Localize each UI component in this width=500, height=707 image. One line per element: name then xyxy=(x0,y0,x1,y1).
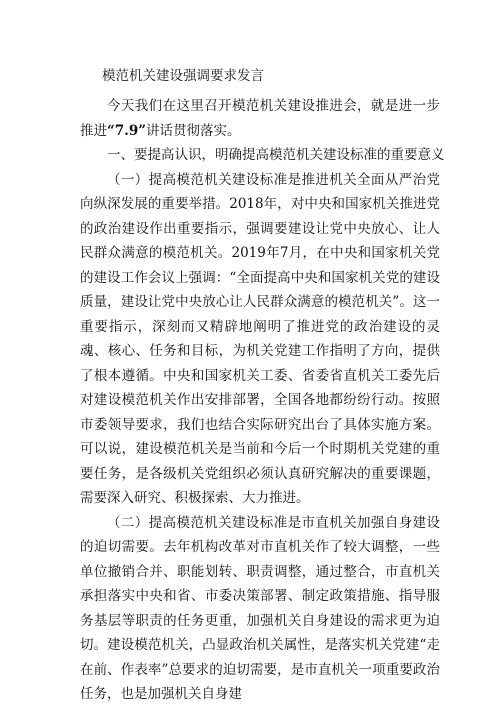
document-title: 模范机关建设强调要求发言 xyxy=(102,68,264,84)
intro-quote: “7.9” xyxy=(107,122,147,139)
section-1-heading: 一、要提高认识，明确提高模范机关建设标准的重要意义 xyxy=(107,147,445,163)
intro-paragraph xyxy=(80,94,440,143)
document-body xyxy=(80,64,445,707)
paragraph-2: （二）提高模范机关建设标准是市直机关加强自身建设的迫切需要。去年机构改革对市直机关作了较大调整，一些单位撤销合并、职能划转、职责调整，通过整合，市直机关承担落实中央和省、市委决策部署、制定政策措施、指导服务基层等职责的任务更重，加强机关自身建设的需求更为迫切。建设模范机关，凸显政治机关属性，是落实机关党建“走在前、作表率”总要求的迫切需要，是市直机关一项重要政治任务，也是加强机关自身建 xyxy=(80,514,440,702)
intro-text-part2: 讲话贯彻落实。 xyxy=(146,122,241,139)
paragraph-1: （一）提高模范机关建设标准是推进机关全面从严治党向纵深发展的重要举措。2018年，对中央和国家机关推进党的政治建设作出重要指示，强调要建设让党中央放心、让人民群众满意的模范机关。2019年7月，在中央和国家机关党的建设工作会议上强调：“全面提高中央和国家机关党的建设质量，建设让党中央放心让人民群众满意的模范机关”。这一重要指示，深刻而又精辟地阐明了推进党的政治建设的灵魂、核心、任务和目标，为机关党建工作指明了方向，提供了根本遵循。中央和国家机关工委、省委省直机关工委先后对建设模范机关作出安排部署，全国各地都纷纷行动。按照市委领导要求，我们也结合实际研究出台了具体实施方案。可以说，建设模范机关是当前和今后一个时期机关党建的重要任务，是各级机关党组织必须认真研究解决的重要课题，需要深入研究、积极探索、大力推进。 xyxy=(80,171,440,506)
intro-text-part1: 今天我们在这里召开模范机关建设推进会，就是进一步推进 xyxy=(80,98,440,139)
